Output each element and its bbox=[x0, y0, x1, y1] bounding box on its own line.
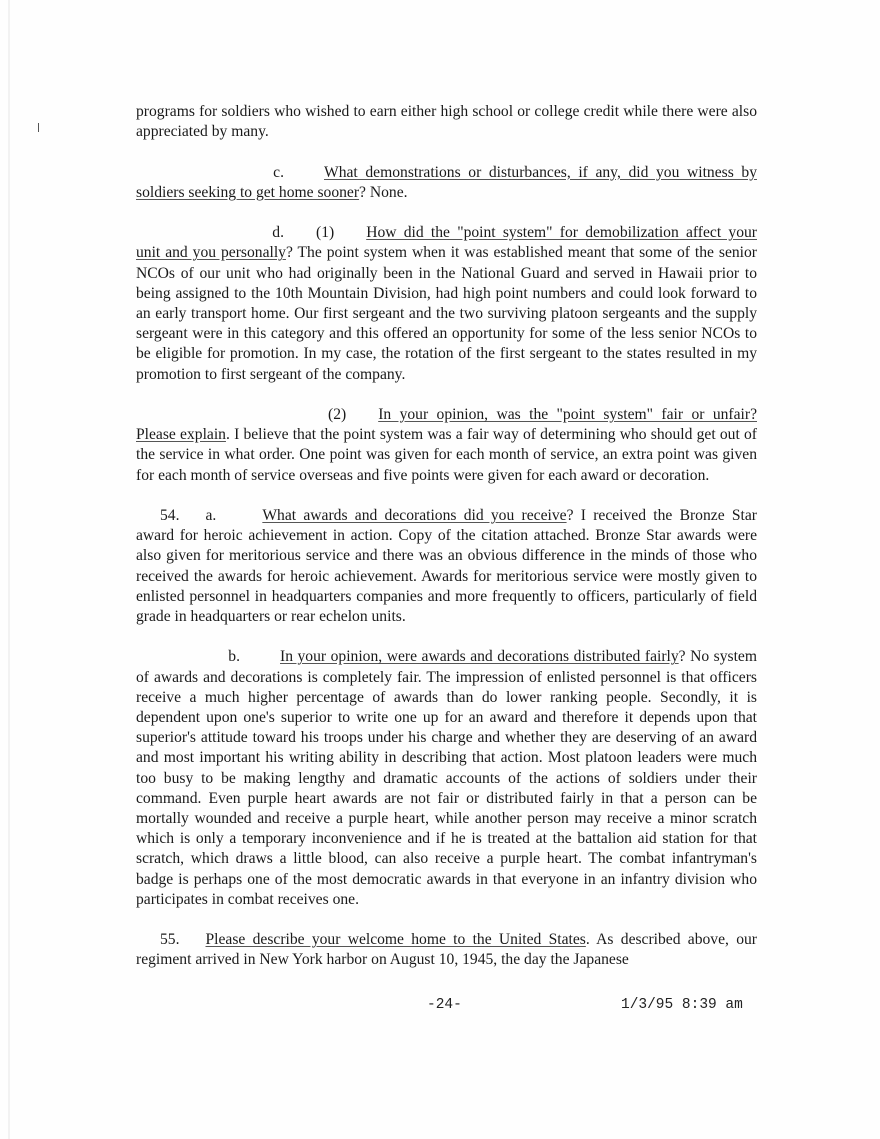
page-number: -24- bbox=[427, 997, 462, 1013]
item-number: 54. bbox=[160, 507, 180, 524]
question-text: Please describe your welcome home to the United States bbox=[205, 931, 586, 949]
question-text: In your opinion, was the "point system" fair or unfair? Please explain bbox=[136, 406, 757, 444]
paragraph-continued bbox=[136, 102, 757, 142]
item-number: 55. bbox=[160, 931, 180, 949]
question-53d2 bbox=[136, 405, 757, 486]
item-label: b. bbox=[228, 648, 240, 666]
item-label: c. bbox=[273, 163, 284, 181]
answer-text: ? None. bbox=[359, 183, 408, 201]
document-body bbox=[136, 102, 757, 991]
question-text: What demonstrations or disturbances, if any, did you witness by soldiers seeking to get home sooner bbox=[136, 163, 757, 201]
margin-mark bbox=[38, 123, 39, 132]
question-text: How did the "point system" for demobilization affect your unit and you personally bbox=[136, 224, 757, 262]
answer-text: ? The point system when it was established meant that some of the senior NCOs of our unit who had originally been in the National Guard and served in Hawaii prior to being assigned to the 10th Mountain Division, had high point numbers and could look forward to an early transport home. Our first sergeant and the two surviving platoon sergeants and the supply sergeant were in this category and this offered an opportunity for some of the less senior NCOs to be eligible for promotion. In my case, the rotation of the first sergeant to the states resulted in my promotion to first sergeant of the company. bbox=[136, 244, 757, 383]
answer-text: . I believe that the point system was a fair way of determining who should get out of the service in what order. One point was given for each month of service, an extra point was given for each month of service overseas and five points were given for each award or decoration. bbox=[136, 426, 757, 484]
scan-edge-shadow bbox=[8, 0, 10, 1139]
question-53c bbox=[136, 163, 757, 203]
question-text: What awards and decorations did you receive bbox=[262, 507, 567, 524]
print-timestamp: 1/3/95 8:39 am bbox=[621, 997, 743, 1013]
question-53d1 bbox=[136, 223, 757, 385]
question-54b bbox=[136, 647, 757, 910]
answer-text: ? I received the Bronze Star award for heroic achievement in action. Copy of the citation attached. Bronze Star awards were also given for meritorious service and there was an obvious difference in the minds of those who received the awards for heroic achievement. Awards for meritorious service were mostly given to enlisted personnel in headquarters companies and more frequently to officers, particularly of field grade in headquarters or rear echelon units. bbox=[136, 507, 757, 626]
item-sublabel: (1) bbox=[316, 224, 335, 242]
item-label: d. bbox=[272, 224, 284, 242]
question-55 bbox=[136, 930, 757, 970]
item-sublabel: (2) bbox=[328, 406, 347, 423]
answer-text: ? No system of awards and decorations is completely fair. The impression of enlisted personnel is that officers receive a much higher percentage of awards than do lower ranking people. Secondly, it is dependent upon one's superior to write one up for an award and therefore it depends upon that superior's attitude toward his troops under his charge and whether they are deserving of an award and most important his writing ability in describing that action. Most platoon leaders were much too busy to be making lengthy and dramatic accounts of the actions of soldiers under their command. Even purple heart awards are not fair or distributed fairly in that a person can be mortally wounded and receive a purple heart, while another person may receive a minor scratch which is only a temporary inconvenience and if he is treated at the battalion aid station for that scratch, which draws a little blood, can also receive a purple heart. The combat infantryman's badge is perhaps one of the most democratic awards in that everyone in an infantry division who participates in combat receives one. bbox=[136, 648, 757, 908]
question-54a bbox=[136, 506, 757, 627]
question-text: In your opinion, were awards and decorations distributed fairly bbox=[280, 648, 679, 666]
paragraph-text: programs for soldiers who wished to earn either high school or college credit while there were also appreciated by many. bbox=[136, 103, 757, 141]
item-label: a. bbox=[205, 507, 217, 524]
answer-text: . As described above, our regiment arrived in New York harbor on August 10, 1945, the day the Japanese bbox=[136, 931, 757, 969]
